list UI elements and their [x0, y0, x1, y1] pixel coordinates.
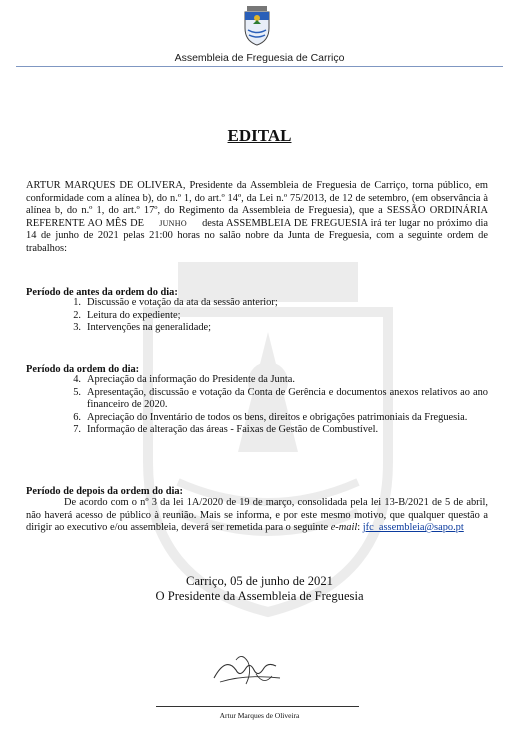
signatory-name: Artur Marques de Oliveira — [219, 711, 300, 720]
email-label: e-mail — [330, 522, 358, 534]
intro-text-2: desta ASSEMBLEIA DE FREGUESIA irá ter lugar no próximo dia 14 de junho de 2021 pelas 21:00 horas no salão nobre da Junta de Freguesia, com a seguinte ordem de trabalhos: — [26, 217, 488, 254]
item-number: 4. — [73, 374, 81, 385]
list-item — [26, 297, 488, 310]
place-date: Carriço, 05 de junho de 2021 — [186, 574, 333, 588]
intro-text-1: ARTUR MARQUES DE OLIVERA, Presidente da Assembleia de Freguesia de Carriço, torna público, em conformidade com a alínea b), do n.º 1, do art.º 14º, da Lei n.º 75/2013, de 12 de setembro, (em observância à alínea b, do n.º 1, do art.º 17º, do Regimento da Assembleia de Freguesia), que a SESSÃO ORDINÁRIA REFERENTE AO MÊS DE — [26, 180, 488, 229]
intro-paragraph — [26, 180, 488, 256]
list-item — [26, 374, 488, 387]
closing-text: De acordo com o nº 3 da lei 1A/2020 de 19 de março, consolidada pela lei 13-B/2021 de 5 de abril, não haverá acesso de público à reunião. Mais se informa, e por este mesmo motivo, que qualquer questão a dirigir ao executivo e/ou assembleia, deverá ser remetida para o seguinte — [26, 497, 488, 534]
signature-line — [156, 706, 359, 707]
list-item — [26, 322, 488, 335]
item-number: 2. — [73, 309, 81, 321]
list-item — [26, 310, 488, 323]
item-text: Apreciação do Inventário de todos os bens, direitos e obrigações patrimoniais da Freguesia. — [87, 411, 468, 423]
item-text: Discussão e votação da ata da sessão anterior; — [87, 297, 278, 308]
section-heading-before-agenda: Período de antes da ordem do dia: — [26, 287, 178, 298]
agenda-list-before — [26, 297, 488, 335]
item-number: 5. — [73, 386, 81, 398]
item-number: 1. — [73, 297, 81, 308]
handwritten-signature — [206, 648, 286, 692]
closing-paragraph: De acordo com o nº 3 da lei 1A/2020 de 19 de março, consolidada pela lei 13-B/2021 de 5 de abril, não haverá acesso de público à reunião. Mais se informa, e por este mesmo motivo, que qualquer questão a dirigir ao executivo e/ou assembleia, deverá ser remetida para o seguinte e-mail: jfc_assembleia@sapo.pt — [26, 497, 488, 534]
email-link[interactable]: jfc_assembleia@sapo.pt — [362, 522, 464, 534]
item-text: Apresentação, discussão e votação da Conta de Gerência e documentos anexos relativos ao ano financeiro de 2020. — [87, 386, 488, 411]
item-text: Apreciação da informação do Presidente da Junta. — [87, 374, 296, 385]
section-heading-agenda: Período da ordem do dia: — [26, 364, 140, 375]
header-divider — [16, 66, 503, 67]
agenda-list-main — [26, 374, 488, 437]
section-heading-after-agenda: Período de depois da ordem do dia: — [26, 486, 184, 497]
signatory-role: O Presidente da Assembleia de Freguesia — [155, 589, 364, 603]
coat-of-arms-icon — [241, 6, 273, 46]
list-item — [26, 387, 488, 412]
item-text: Informação de alteração das áreas - Faixas de Gestão de Combustível. — [87, 424, 379, 436]
item-text: Leitura do expediente; — [87, 309, 181, 321]
intro-month: JUNHO — [159, 218, 187, 228]
header-title: Assembleia de Freguesia de Carriço — [174, 52, 345, 64]
item-text: Intervenções na generalidade; — [87, 322, 212, 334]
list-item — [26, 424, 488, 437]
item-number: 6. — [73, 411, 81, 423]
item-number: 3. — [73, 322, 81, 334]
list-item — [26, 412, 488, 425]
document-title: EDITAL — [227, 126, 292, 145]
item-number: 7. — [73, 424, 81, 436]
